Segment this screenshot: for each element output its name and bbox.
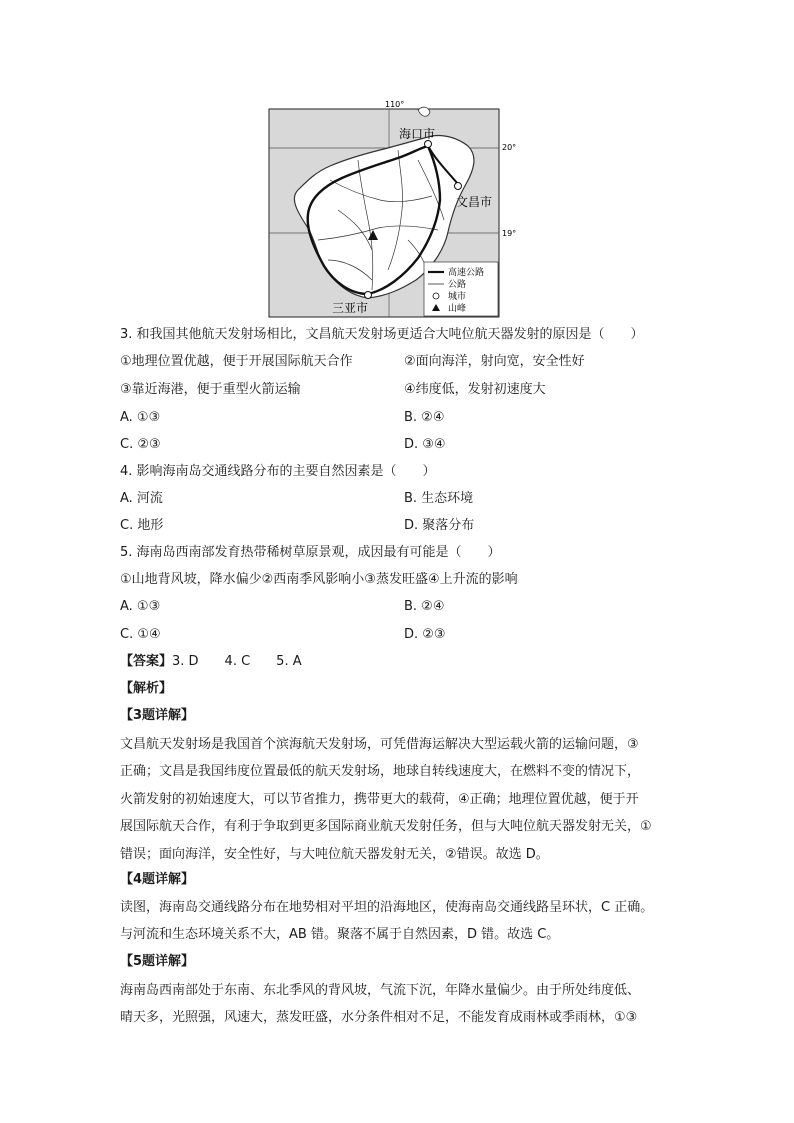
legend-road: 公路	[448, 280, 467, 290]
legend-peak: 山峰	[448, 304, 467, 314]
city-haikou-marker	[425, 141, 432, 148]
city-sanya-label: 三亚市	[332, 301, 369, 315]
q4-option-b: B. 生态环境	[404, 491, 474, 506]
q4-stem: 4. 影响海南岛交通线路分布的主要自然因素是（ ）	[120, 464, 436, 479]
lon-label: 110°	[385, 100, 405, 109]
q5-option-a: A. ①③	[120, 599, 161, 614]
analysis-label: 【解析】	[120, 681, 173, 696]
city-wenchang-label: 文昌市	[456, 195, 493, 209]
q3-option-c: C. ②③	[120, 437, 161, 452]
q4-detail-title: 【4题详解】	[120, 872, 195, 887]
legend-expressway: 高速公路	[448, 268, 485, 278]
answer-label: 【答案】	[120, 654, 173, 669]
q4-detail-line: 读图，海南岛交通线路分布在地势相对平坦的沿海地区，使海南岛交通线路呈环状，C 正确。	[120, 900, 654, 915]
q5-stem: 5. 海南岛西南部发育热带稀树草原景观，成因最有可能是（ ）	[120, 545, 501, 560]
q5-detail-title: 【5题详解】	[120, 954, 195, 969]
q4-detail-body	[120, 894, 680, 949]
q3-detail-line: 火箭发射的初始速度大，可以节省推力，携带更大的载荷，④正确；地理位置优越，便于开	[120, 791, 639, 807]
answer-text: 3. D 4. C 5. A	[172, 654, 302, 669]
q3-detail-line: 正确；文昌是我国纬度位置最低的航天发射场，地球自转线速度大，在燃料不变的情况下，	[120, 764, 641, 780]
q4-option-c: C. 地形	[120, 518, 164, 533]
q3-option-d: D. ③④	[404, 437, 446, 452]
q5-detail-line: 海南岛西南部处于东南、东北季风的背风坡，气流下沉，年降水量偏少。由于所处纬度低、	[120, 983, 641, 998]
q3-detail-line: 错误；面向海洋，安全性好，与大吨位航天器发射无关，②错误。故选 D。	[120, 846, 549, 862]
q4-option-a: A. 河流	[120, 491, 163, 506]
legend-city: 城市	[448, 292, 467, 302]
lat-19-label: 19°	[502, 229, 517, 238]
q5-detail-line: 晴天多，光照强，风速大，蒸发旺盛，水分条件相对不足，不能发育成雨林或季雨林，①③	[120, 1010, 638, 1026]
q5-option-b: B. ②④	[404, 599, 445, 614]
q3-statement-4: ④纬度低，发射初速度大	[404, 382, 546, 397]
q4-detail-line: 与河流和生态环境关系不大，AB 错。聚落不属于自然因素，D 错。故选 C。	[120, 927, 560, 943]
q3-detail-line: 展国际航天合作，有利于争取到更多国际商业航天发射任务，但与大吨位航天器发射无关，①	[120, 819, 652, 835]
q3-detail-title: 【3题详解】	[120, 708, 195, 723]
q3-statement-2: ②面向海洋，射向宽，安全性好	[404, 354, 585, 369]
q3-statement-3: ③靠近海港，便于重型火箭运输	[120, 382, 301, 397]
q4-option-d: D. 聚落分布	[404, 518, 475, 533]
q5-statements: ①山地背风坡，降水偏少②西南季风影响小③蒸发旺盛④上升流的影响	[120, 572, 518, 587]
q3-option-a: A. ①③	[120, 410, 161, 425]
city-haikou-label: 海口市	[399, 127, 436, 141]
q3-detail-body	[120, 731, 680, 868]
legend-city-symbol	[433, 293, 439, 299]
q3-detail-line: 文昌航天发射场是我国首个滨海航天发射场，可凭借海运解决大型运载火箭的运输问题，③	[120, 737, 639, 752]
hainan-map-svg	[268, 100, 528, 320]
city-sanya-marker	[365, 292, 372, 299]
hainan-map	[268, 100, 528, 320]
q5-option-d: D. ②③	[404, 627, 446, 642]
city-wenchang-marker	[455, 183, 462, 190]
q5-detail-body	[120, 977, 680, 1032]
q3-stem: 3. 和我国其他航天发射场相比，文昌航天发射场更适合大吨位航天器发射的原因是（ ）	[120, 327, 644, 342]
q5-option-c: C. ①④	[120, 627, 161, 642]
q3-option-b: B. ②④	[404, 410, 445, 425]
lat-20-label: 20°	[502, 143, 517, 152]
map-legend	[424, 262, 498, 316]
answer-line	[120, 653, 302, 671]
q3-statement-1: ①地理位置优越，便于开展国际航天合作	[120, 354, 353, 369]
